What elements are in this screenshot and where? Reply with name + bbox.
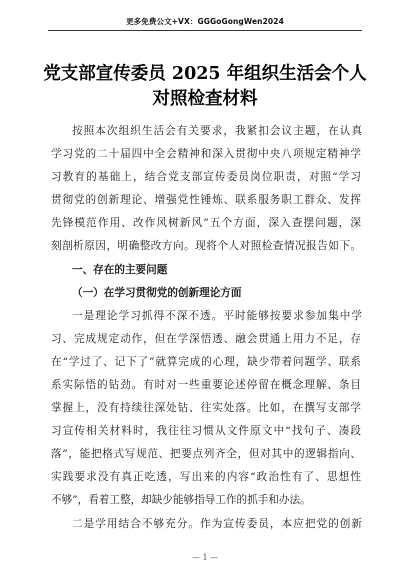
intro-line: 按照本次组织生活会有关要求，我紧扣会议主题，在认真: [72, 125, 362, 137]
paragraph-line: 实践要求没有真正吃透，写出来的内容“政治性有了、思想性: [51, 471, 361, 483]
document-title-line-2: 对照检查材料: [152, 89, 258, 109]
paragraph-line: 落”，能把格式写规范、把要点列齐全，但对其中的逻辑指向、: [51, 448, 361, 460]
paragraph-line: 二是学用结合不够充分。作为宣传委员，本应把党的创新: [72, 518, 362, 530]
header-note: 更多免费公文+VX：GGGoGongWen2024: [126, 17, 284, 26]
paragraph-line: 掌握上，没有持续往深处钻、往实处落。比如，在撰写支部学: [51, 402, 361, 414]
paragraph-line: 系实际悟的钻劲。有时对一些重要论述停留在概念理解、条目: [51, 379, 361, 391]
intro-line: 贯彻党的创新理论、增强党性锤炼、联系服务职工群众、发挥: [51, 194, 361, 206]
subsection-heading: （一）在学习贯彻党的创新理论方面: [72, 287, 242, 299]
intro-line: 习教育的基础上，结合党支部宣传委员岗位职责，对照“学习: [51, 171, 361, 183]
paragraph-line: 习、完成规定动作，但在学深悟透、融会贯通上用力不足，存: [51, 333, 361, 345]
intro-line: 先锋模范作用、改作风树新风”五个方面，深入查摆问题，深: [51, 217, 361, 229]
paragraph-line: 习宣传相关材料时，我往往习惯从文件原文中“找句子、凑段: [51, 425, 361, 437]
page-number: — 1 —: [191, 553, 219, 562]
paragraph-line: 一是理论学习抓得不深不透。平时能够按要求参加集中学: [72, 310, 362, 322]
intro-line: 学习党的二十届四中全会精神和深入贯彻中央八项规定精神学: [51, 148, 361, 160]
intro-line: 刻剖析原因，明确整改方向。现将个人对照检查情况报告如下。: [51, 240, 361, 252]
paragraph-line: 在“学过了、记下了”就算完成的心理，缺少带着问题学、联系: [51, 356, 361, 368]
paragraph-line: 不够”，看着工整，却缺少能够指导工作的抓手和办法。: [51, 494, 311, 506]
header-divider: [48, 30, 362, 31]
section-heading: 一、存在的主要问题: [72, 264, 168, 276]
document-title-line-1: 党支部宣传委员 2025 年组织生活会个人: [43, 64, 367, 84]
